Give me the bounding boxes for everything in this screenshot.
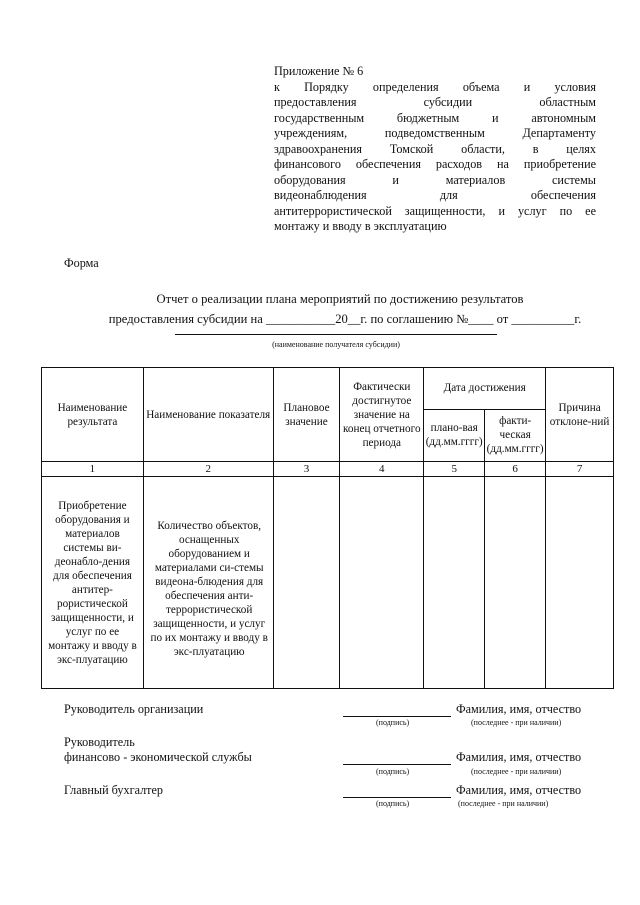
report-title-line-1: Отчет о реализации плана мероприятий по достижению результатов xyxy=(156,292,524,306)
column-number: 3 xyxy=(273,462,340,477)
column-number: 6 xyxy=(485,462,546,477)
form-label: Форма xyxy=(64,256,99,270)
cell-date-actual xyxy=(485,477,546,689)
column-number: 1 xyxy=(42,462,144,477)
signature-accountant-name: Фамилия, имя, отчество xyxy=(456,783,582,797)
header-deviation-reason: Причина отклоне-ний xyxy=(546,368,614,462)
annex-line: учреждениям, подведомственным Департаменту xyxy=(274,126,596,140)
annex-title: Приложение № 6 xyxy=(274,64,364,78)
cell-deviation-reason xyxy=(546,477,614,689)
header-achievement-date: Дата достижения xyxy=(424,368,546,410)
column-number: 2 xyxy=(143,462,273,477)
annex-line: здравоохранения Томской области, в целях xyxy=(274,141,596,156)
cell-result: Приобретение оборудования и материалов системы ви-деонабло-дения для обеспечения антитер-рористической защищенности, и услуг по ее монтажу и вводу в экс-плуатацию xyxy=(42,477,144,689)
name-caption: (последнее - при наличии) xyxy=(458,799,549,808)
signature-accountant-label: Главный бухгалтер xyxy=(64,783,164,797)
annex-line: предоставления субсидии областным xyxy=(274,95,596,109)
annex-header xyxy=(274,64,596,235)
annex-line: видеонаблюдения для обеспечения xyxy=(274,188,596,202)
column-number: 5 xyxy=(424,462,485,477)
results-table xyxy=(41,367,614,689)
cell-date-planned xyxy=(424,477,485,689)
signature-caption: (подпись) xyxy=(376,799,410,808)
annex-line: государственным бюджетным и автономным xyxy=(274,110,596,125)
header-date-actual: факти-ческая (дд.мм.гггг) xyxy=(485,409,546,462)
annex-line: монтажу и вводу в эксплуатацию xyxy=(274,219,447,233)
header-result: Наименование результата xyxy=(42,368,144,462)
header-planned-value: Плановое значение xyxy=(273,368,340,462)
signature-line-accountant xyxy=(343,797,451,798)
column-number: 4 xyxy=(340,462,424,477)
signature-econ-name: Фамилия, имя, отчество xyxy=(456,750,582,764)
annex-line: антитеррористической защищенности, и услуг по ее xyxy=(274,203,596,218)
header-indicator: Наименование показателя xyxy=(143,368,273,462)
table-row xyxy=(42,477,614,689)
header-actual-value: Фактически достигнутое значение на конец отчетного периода xyxy=(340,368,424,462)
signature-line-econ xyxy=(343,764,451,765)
recipient-caption: (наименование получателя субсидии) xyxy=(272,340,400,349)
cell-planned-value xyxy=(273,477,340,689)
signature-caption: (подпись) xyxy=(376,718,410,727)
report-title xyxy=(40,289,640,329)
cell-indicator: Количество объектов, оснащенных оборудованием и материалами си-стемы видеона-блюдения для обеспечения анти-террористической защищенности, и услуг по их монтажу и вводу в экс-плуатацию xyxy=(143,477,273,689)
cell-actual-value xyxy=(340,477,424,689)
signature-head-name: Фамилия, имя, отчество xyxy=(456,702,582,716)
signature-econ-label-2: финансово - экономической службы xyxy=(64,750,252,764)
annex-line: финансового обеспечения расходов на приобретение xyxy=(274,157,596,171)
report-title-line-2: предоставления субсидии на ___________20__г. по соглашению №____ от __________г. xyxy=(108,312,582,326)
annex-line: оборудования и материалов системы xyxy=(274,172,596,187)
signature-econ-label-1: Руководитель xyxy=(64,735,135,749)
annex-line: к Порядку определения объема и условия xyxy=(274,79,596,94)
header-date-planned: плано-вая (дд.мм.гггг) xyxy=(424,409,485,462)
name-caption: (последнее - при наличии) xyxy=(471,767,562,776)
recipient-name-line xyxy=(175,334,497,335)
signature-head-label: Руководитель организации xyxy=(64,702,204,716)
signature-caption: (подпись) xyxy=(376,767,410,776)
column-number: 7 xyxy=(546,462,614,477)
signature-line-head xyxy=(343,716,451,717)
name-caption: (последнее - при наличии) xyxy=(471,718,562,727)
